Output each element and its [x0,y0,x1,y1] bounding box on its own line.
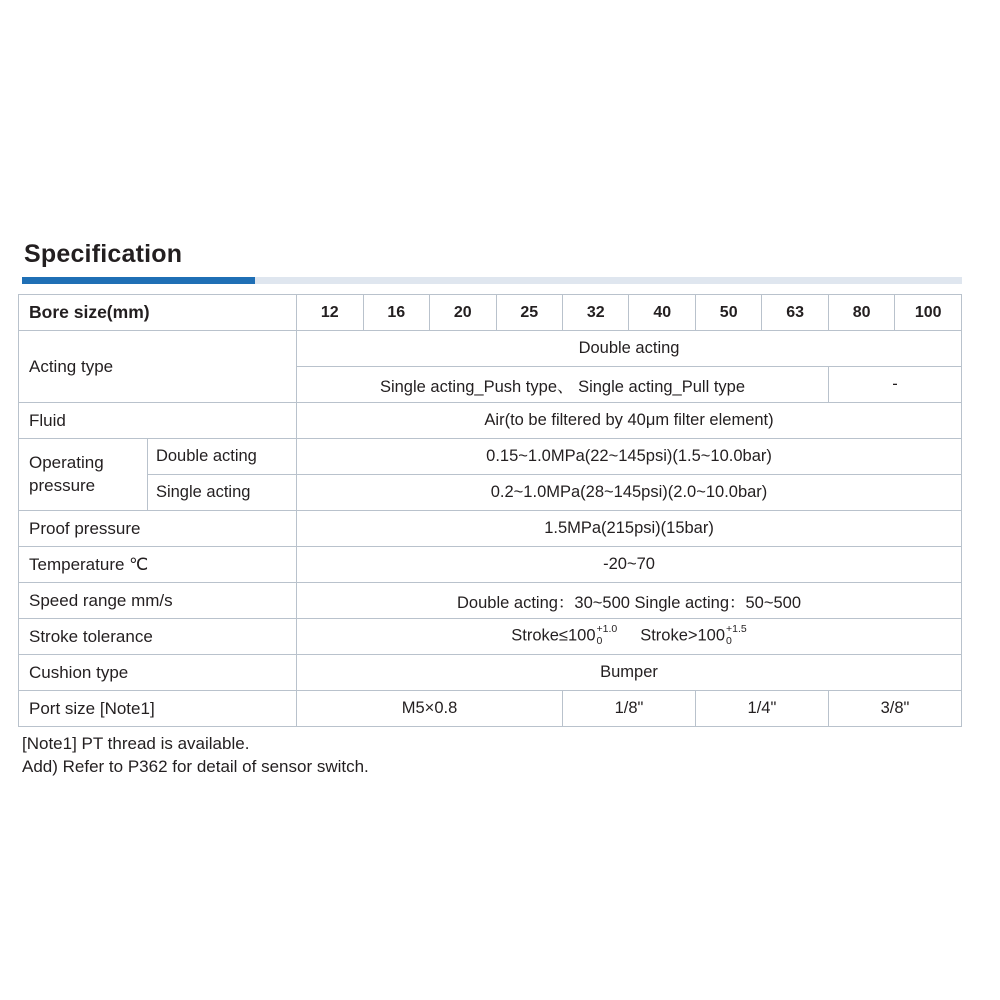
table-row-port-size [19,691,962,727]
stroke-tolerance-a-upper: +1.0 [596,623,618,636]
table-row-acting-type-double [19,331,962,367]
temperature-label: Temperature ℃ [19,547,297,583]
proof-pressure-value: 1.5MPa(215psi)(15bar) [297,511,962,547]
operating-pressure-label-line1: Operating [29,452,104,472]
cushion-type-value: Bumper [297,655,962,691]
operating-pressure-label [19,439,148,511]
acting-type-label: Acting type [19,331,297,403]
bore-size-40: 40 [629,295,695,331]
stroke-tolerance-a-superscript [597,624,618,646]
table-row-operating-pressure-single [19,475,962,511]
bore-size-80: 80 [828,295,894,331]
table-row-stroke-tolerance [19,619,962,655]
table-row-speed-range [19,583,962,619]
bore-size-100: 100 [895,295,962,331]
port-size-value-m5: M5×0.8 [297,691,563,727]
operating-pressure-label-line2: pressure [29,475,96,495]
bore-size-20: 20 [430,295,496,331]
fluid-label: Fluid [19,403,297,439]
operating-pressure-double-label: Double acting [147,439,296,475]
bore-size-32: 32 [562,295,628,331]
proof-pressure-label: Proof pressure [19,511,297,547]
stroke-tolerance-value [297,619,962,655]
bore-size-12: 12 [297,295,363,331]
bore-size-25: 25 [496,295,562,331]
title-underline-rule [22,277,962,284]
temperature-value: -20~70 [297,547,962,583]
cushion-type-label: Cushion type [19,655,297,691]
specification-document [18,240,962,779]
table-row-proof-pressure [19,511,962,547]
stroke-tolerance-label: Stroke tolerance [19,619,297,655]
table-row-bore-size [19,295,962,331]
port-size-value-quarter: 1/4" [695,691,828,727]
acting-type-single-na: - [828,367,961,403]
bore-size-16: 16 [363,295,429,331]
bore-size-label: Bore size(mm) [19,295,297,331]
acting-type-single-value: Single acting_Push type、 Single acting_Pull type [297,367,829,403]
bore-size-63: 63 [762,295,828,331]
title-block [18,240,962,284]
stroke-tolerance-b-lower: 0 [726,634,732,647]
stroke-tolerance-b-superscript [726,624,747,646]
specification-table [18,294,962,727]
stroke-tolerance-b-upper: +1.5 [726,623,747,636]
stroke-tolerance-a-text: Stroke≤100 [511,626,596,645]
operating-pressure-single-label: Single acting [147,475,296,511]
operating-pressure-single-value: 0.2~1.0MPa(28~145psi)(2.0~10.0bar) [297,475,962,511]
stroke-tolerance-b-text: Stroke>100 [640,626,726,645]
port-size-label: Port size [Note1] [19,691,297,727]
table-row-temperature [19,547,962,583]
table-row-cushion-type [19,655,962,691]
bore-size-50: 50 [695,295,761,331]
footnote-1: [Note1] PT thread is available. [22,734,250,753]
speed-range-value: Double acting：30~500 Single acting：50~500 [297,583,962,619]
port-size-value-eighth: 1/8" [562,691,695,727]
operating-pressure-double-value: 0.15~1.0MPa(22~145psi)(1.5~10.0bar) [297,439,962,475]
stroke-tolerance-a-lower: 0 [596,634,603,647]
fluid-value: Air(to be filtered by 40μm filter element) [297,403,962,439]
speed-range-label: Speed range mm/s [19,583,297,619]
footnote-2: Add) Refer to P362 for detail of sensor switch. [22,756,369,776]
acting-type-double-value: Double acting [297,331,962,367]
port-size-value-three-eighth: 3/8" [828,691,961,727]
table-row-operating-pressure-double [19,439,962,475]
footnotes [18,733,962,779]
table-row-fluid [19,403,962,439]
page-title: Specification [24,240,183,268]
